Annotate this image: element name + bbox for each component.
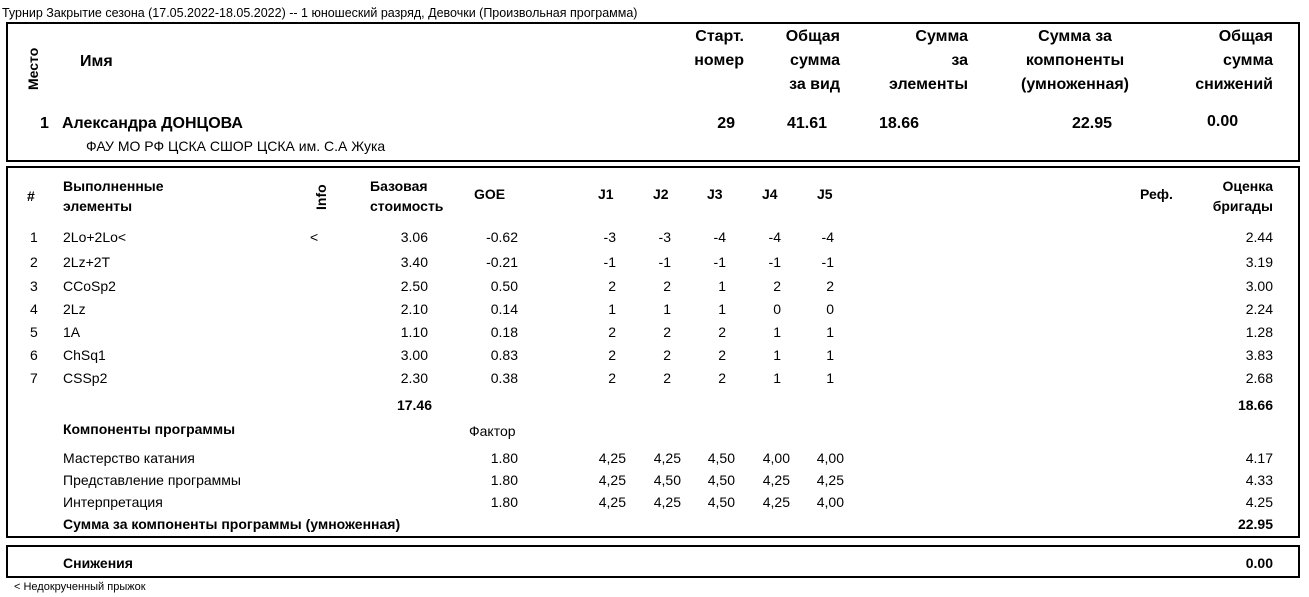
row-num: 6 bbox=[30, 347, 38, 363]
row-base: 2.50 bbox=[400, 278, 428, 294]
row-element: 2Lo+2Lo< bbox=[63, 229, 127, 245]
row-info: < bbox=[310, 229, 319, 245]
row-j2: 2 bbox=[663, 324, 671, 340]
row-j2: -3 bbox=[658, 229, 671, 245]
row-element: CSSp2 bbox=[63, 370, 108, 386]
goe-header: GOE bbox=[474, 186, 506, 202]
components-score-value: 22.95 bbox=[1071, 115, 1112, 132]
row-j3: 2 bbox=[718, 347, 726, 363]
component-j4: 4,25 bbox=[762, 494, 790, 510]
row-j3: -1 bbox=[713, 254, 726, 270]
row-element: ChSq1 bbox=[63, 347, 106, 363]
name-header: Имя bbox=[80, 53, 113, 70]
row-j5: 1 bbox=[826, 324, 834, 340]
deductions-header: Общая сумма снижений bbox=[1195, 28, 1273, 93]
row-j4: 0 bbox=[773, 301, 781, 317]
place-header: Место bbox=[25, 47, 41, 90]
component-row bbox=[0, 450, 1300, 466]
row-goe: 0.18 bbox=[490, 324, 518, 340]
row-goe: 0.14 bbox=[490, 301, 518, 317]
row-j5: 0 bbox=[826, 301, 834, 317]
deductions-label: Снижения bbox=[63, 555, 133, 571]
row-score: 3.19 bbox=[1245, 254, 1273, 270]
component-j2: 4,50 bbox=[653, 472, 681, 488]
row-j1: 2 bbox=[608, 324, 616, 340]
footnote: < Недокрученный прыжок bbox=[14, 581, 146, 593]
row-j3: 1 bbox=[718, 278, 726, 294]
row-j4: -4 bbox=[768, 229, 781, 245]
executed-elements-header: Выполненные элементы bbox=[63, 178, 164, 214]
j4-header: J4 bbox=[762, 186, 778, 202]
row-j5: 1 bbox=[826, 347, 834, 363]
component-row bbox=[0, 494, 1300, 510]
row-base: 3.40 bbox=[400, 254, 428, 270]
components-total-header: Сумма за компоненты (умноженная) bbox=[1021, 28, 1129, 93]
component-j1: 4,25 bbox=[598, 450, 626, 466]
num-header: # bbox=[27, 188, 35, 204]
components-total-value: 22.95 bbox=[1237, 516, 1273, 532]
row-j2: 2 bbox=[663, 347, 671, 363]
row-goe: 0.50 bbox=[490, 278, 518, 294]
skater-name: Александра ДОНЦОВА bbox=[62, 115, 243, 132]
total-score-header: Общая сумма за вид bbox=[785, 28, 840, 93]
total-score-value: 41.61 bbox=[786, 115, 827, 132]
table-row bbox=[0, 229, 1300, 245]
row-element: 2Lz bbox=[63, 301, 86, 317]
deductions-value: 0.00 bbox=[1207, 113, 1239, 130]
table-row bbox=[0, 347, 1300, 363]
row-goe: 0.38 bbox=[490, 370, 518, 386]
info-header: Info bbox=[313, 184, 329, 210]
row-j1: -3 bbox=[603, 229, 616, 245]
row-num: 2 bbox=[30, 254, 38, 270]
component-j2: 4,25 bbox=[653, 494, 681, 510]
component-j5: 4,00 bbox=[816, 494, 844, 510]
row-base: 1.10 bbox=[400, 324, 428, 340]
row-score: 3.00 bbox=[1245, 278, 1273, 294]
row-element: 2Lz+2T bbox=[63, 254, 111, 270]
row-base: 3.06 bbox=[400, 229, 428, 245]
deductions-box bbox=[6, 545, 1300, 578]
row-j1: 2 bbox=[608, 370, 616, 386]
row-goe: -0.21 bbox=[486, 254, 518, 270]
row-num: 7 bbox=[30, 370, 38, 386]
row-num: 1 bbox=[30, 229, 38, 245]
component-name: Мастерство катания bbox=[63, 450, 195, 466]
component-j3: 4,50 bbox=[707, 472, 735, 488]
table-row bbox=[0, 370, 1300, 386]
j2-header: J2 bbox=[653, 186, 669, 202]
component-j1: 4,25 bbox=[598, 472, 626, 488]
elements-total-header: Сумма за элементы bbox=[889, 28, 968, 93]
row-j2: 1 bbox=[663, 301, 671, 317]
components-title: Компоненты программы bbox=[63, 421, 236, 437]
row-j4: 1 bbox=[773, 324, 781, 340]
j5-header: J5 bbox=[817, 186, 833, 202]
base-value-header: Базовая стоимость bbox=[370, 178, 444, 214]
component-j2: 4,25 bbox=[653, 450, 681, 466]
row-base: 3.00 bbox=[400, 347, 428, 363]
row-j2: 2 bbox=[663, 370, 671, 386]
table-row bbox=[0, 254, 1300, 270]
row-goe: 0.83 bbox=[490, 347, 518, 363]
component-score: 4.25 bbox=[1245, 494, 1273, 510]
referee-header: Реф. bbox=[1140, 186, 1173, 202]
row-j5: 2 bbox=[826, 278, 834, 294]
factor-label: Фактор bbox=[469, 423, 516, 439]
row-num: 4 bbox=[30, 301, 38, 317]
skater-place: 1 bbox=[40, 115, 49, 132]
row-num: 3 bbox=[30, 278, 38, 294]
row-score: 2.44 bbox=[1245, 229, 1273, 245]
row-j1: 2 bbox=[608, 347, 616, 363]
table-row bbox=[0, 278, 1300, 294]
elements-score-value: 18.66 bbox=[879, 115, 920, 132]
row-j1: 2 bbox=[608, 278, 616, 294]
row-score: 1.28 bbox=[1245, 324, 1273, 340]
component-j5: 4,25 bbox=[816, 472, 844, 488]
row-element: 1A bbox=[63, 324, 81, 340]
row-j4: -1 bbox=[768, 254, 781, 270]
component-row bbox=[0, 472, 1300, 488]
row-j5: 1 bbox=[826, 370, 834, 386]
row-base: 2.30 bbox=[400, 370, 428, 386]
component-score: 4.33 bbox=[1245, 472, 1273, 488]
row-j2: 2 bbox=[663, 278, 671, 294]
row-j4: 1 bbox=[773, 347, 781, 363]
row-j3: 1 bbox=[718, 301, 726, 317]
j1-header: J1 bbox=[598, 186, 614, 202]
row-j2: -1 bbox=[658, 254, 671, 270]
row-num: 5 bbox=[30, 324, 38, 340]
row-j3: 2 bbox=[718, 370, 726, 386]
component-factor: 1.80 bbox=[490, 450, 518, 466]
components-total-label: Сумма за компоненты программы (умноженная) bbox=[63, 516, 401, 532]
row-element: CCoSp2 bbox=[63, 278, 116, 294]
row-base: 2.10 bbox=[400, 301, 428, 317]
row-j4: 1 bbox=[773, 370, 781, 386]
base-total: 17.46 bbox=[396, 397, 432, 413]
row-j4: 2 bbox=[773, 278, 781, 294]
component-j5: 4,00 bbox=[816, 450, 844, 466]
component-j3: 4,50 bbox=[707, 450, 735, 466]
component-factor: 1.80 bbox=[490, 494, 518, 510]
component-j1: 4,25 bbox=[598, 494, 626, 510]
start-number-value: 29 bbox=[717, 115, 735, 132]
row-j1: -1 bbox=[603, 254, 616, 270]
component-name: Представление программы bbox=[63, 472, 241, 488]
row-j3: -4 bbox=[713, 229, 726, 245]
row-j3: 2 bbox=[718, 324, 726, 340]
score-total: 18.66 bbox=[1237, 397, 1273, 413]
table-row bbox=[0, 324, 1300, 340]
component-j4: 4,00 bbox=[762, 450, 790, 466]
component-name: Интерпретация bbox=[63, 494, 163, 510]
row-j1: 1 bbox=[608, 301, 616, 317]
start-number-header: Старт. номер bbox=[694, 28, 744, 69]
j3-header: J3 bbox=[707, 186, 723, 202]
component-j3: 4,50 bbox=[707, 494, 735, 510]
panel-score-header: Оценка бригады bbox=[1212, 178, 1273, 214]
row-score: 3.83 bbox=[1245, 347, 1273, 363]
skater-club: ФАУ МО РФ ЦСКА СШОР ЦСКА им. С.А Жука bbox=[86, 138, 386, 154]
row-j5: -4 bbox=[821, 229, 834, 245]
row-score: 2.68 bbox=[1245, 370, 1273, 386]
component-j4: 4,25 bbox=[762, 472, 790, 488]
component-factor: 1.80 bbox=[490, 472, 518, 488]
deductions-total: 0.00 bbox=[1245, 555, 1273, 571]
component-score: 4.17 bbox=[1245, 450, 1273, 466]
row-j5: -1 bbox=[821, 254, 834, 270]
table-row bbox=[0, 301, 1300, 317]
row-score: 2.24 bbox=[1245, 301, 1273, 317]
event-title: Турнир Закрытие сезона (17.05.2022-18.05.2022) -- 1 юношеский разряд, Девочки (Произвольная программа) bbox=[2, 6, 638, 20]
row-goe: -0.62 bbox=[486, 229, 518, 245]
